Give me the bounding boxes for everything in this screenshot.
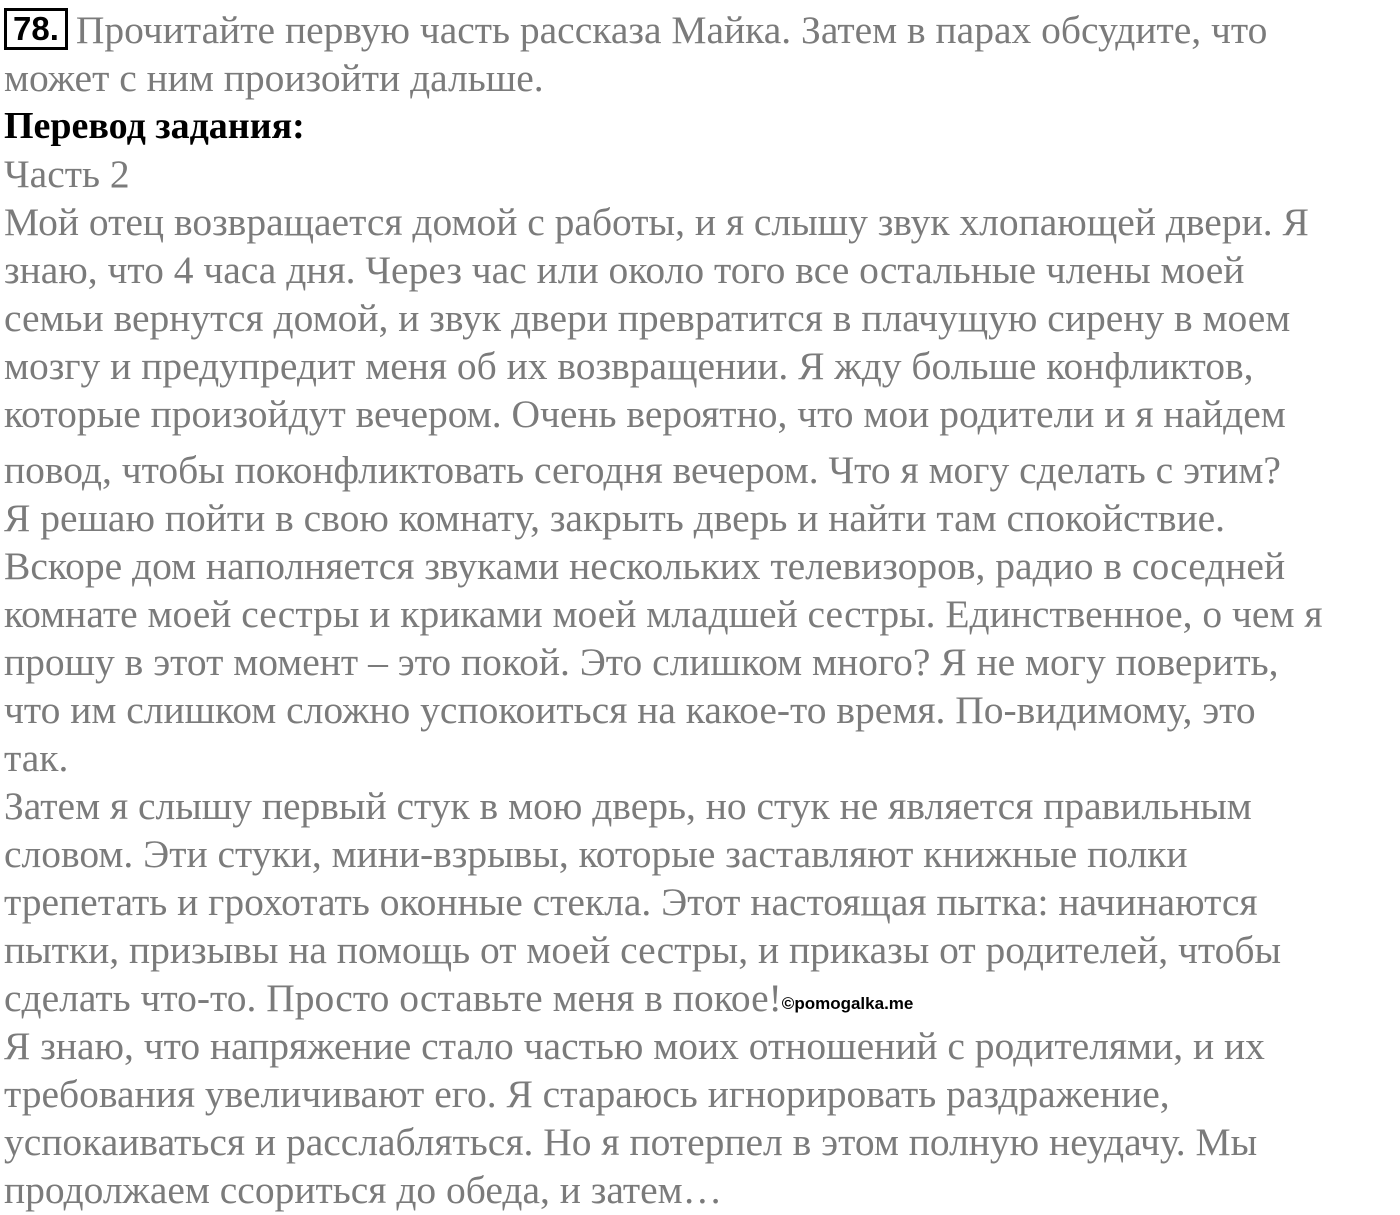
paragraph-3-line: Я знаю, что напряжение стало частью моих отношений с родителями, и их (4, 1024, 1265, 1068)
paragraph-2-line: трепетать и грохотать оконные стекла. Этот настоящая пытка: начинаются (4, 880, 1258, 924)
paragraph-1-line: повод, чтобы поконфликтовать сегодня вечером. Что я могу сделать с этим? (4, 448, 1281, 492)
paragraph-3-line: продолжаем ссориться до обеда, и затем… (4, 1168, 723, 1212)
paragraph-1-line: Вскоре дом наполняется звуками нескольких телевизоров, радио в соседней (4, 544, 1286, 588)
paragraph-2-line: пытки, призывы на помощь от моей сестры, и приказы от родителей, чтобы (4, 928, 1282, 972)
paragraph-3-line: успокаиваться и расслабляться. Но я потерпел в этом полную неудачу. Мы (4, 1120, 1258, 1164)
paragraph-1-line: так. (4, 736, 69, 780)
paragraph-1-line: прошу в этот момент – это покой. Это слишком много? Я не могу поверить, (4, 640, 1279, 684)
paragraph-1-line: комнате моей сестры и криками моей младшей сестры. Единственное, о чем я (4, 592, 1323, 636)
part-title: Часть 2 (4, 152, 130, 196)
paragraph-2-line: словом. Эти стуки, мини-взрывы, которые заставляют книжные полки (4, 832, 1188, 876)
paragraph-1-line: что им слишком сложно успокоиться на какое-то время. По-видимому, это (4, 688, 1256, 732)
translation-heading: Перевод задания: (4, 105, 305, 147)
paragraph-1-line: которые произойдут вечером. Очень вероятно, что мои родители и я найдем (4, 392, 1286, 436)
paragraph-1-line: знаю, что 4 часа дня. Через час или около того все остальные члены моей (4, 248, 1245, 292)
paragraph-1-line: мозгу и предупредит меня об их возвращении. Я жду больше конфликтов, (4, 344, 1254, 388)
paragraph-1-line: семьи вернутся домой, и звук двери превратится в плачущую сирену в моем (4, 296, 1291, 340)
task-header (4, 6, 1267, 54)
paragraph-1-line: Я решаю пойти в свою комнату, закрыть дверь и найти там спокойствие. (4, 496, 1226, 540)
task-instruction-line-1: Прочитайте первую часть рассказа Майка. Затем в парах обсудите, что (75, 8, 1268, 52)
watermark: ©pomogalka.me (781, 994, 914, 1013)
task-number-badge: 78. (4, 8, 68, 50)
paragraph-2-line: сделать что-то. Просто оставьте меня в покое! (4, 976, 782, 1020)
task-instruction-line-2: может с ним произойти дальше. (4, 56, 544, 100)
paragraph-1-line: Мой отец возвращается домой с работы, и я слышу звук хлопающей двери. Я (4, 200, 1309, 244)
paragraph-3-line: требования увеличивают его. Я стараюсь игнорировать раздражение, (4, 1072, 1170, 1116)
paragraph-2-line: Затем я слышу первый стук в мою дверь, но стук не является правильным (4, 784, 1252, 828)
paragraph-2-last-line (4, 974, 913, 1028)
